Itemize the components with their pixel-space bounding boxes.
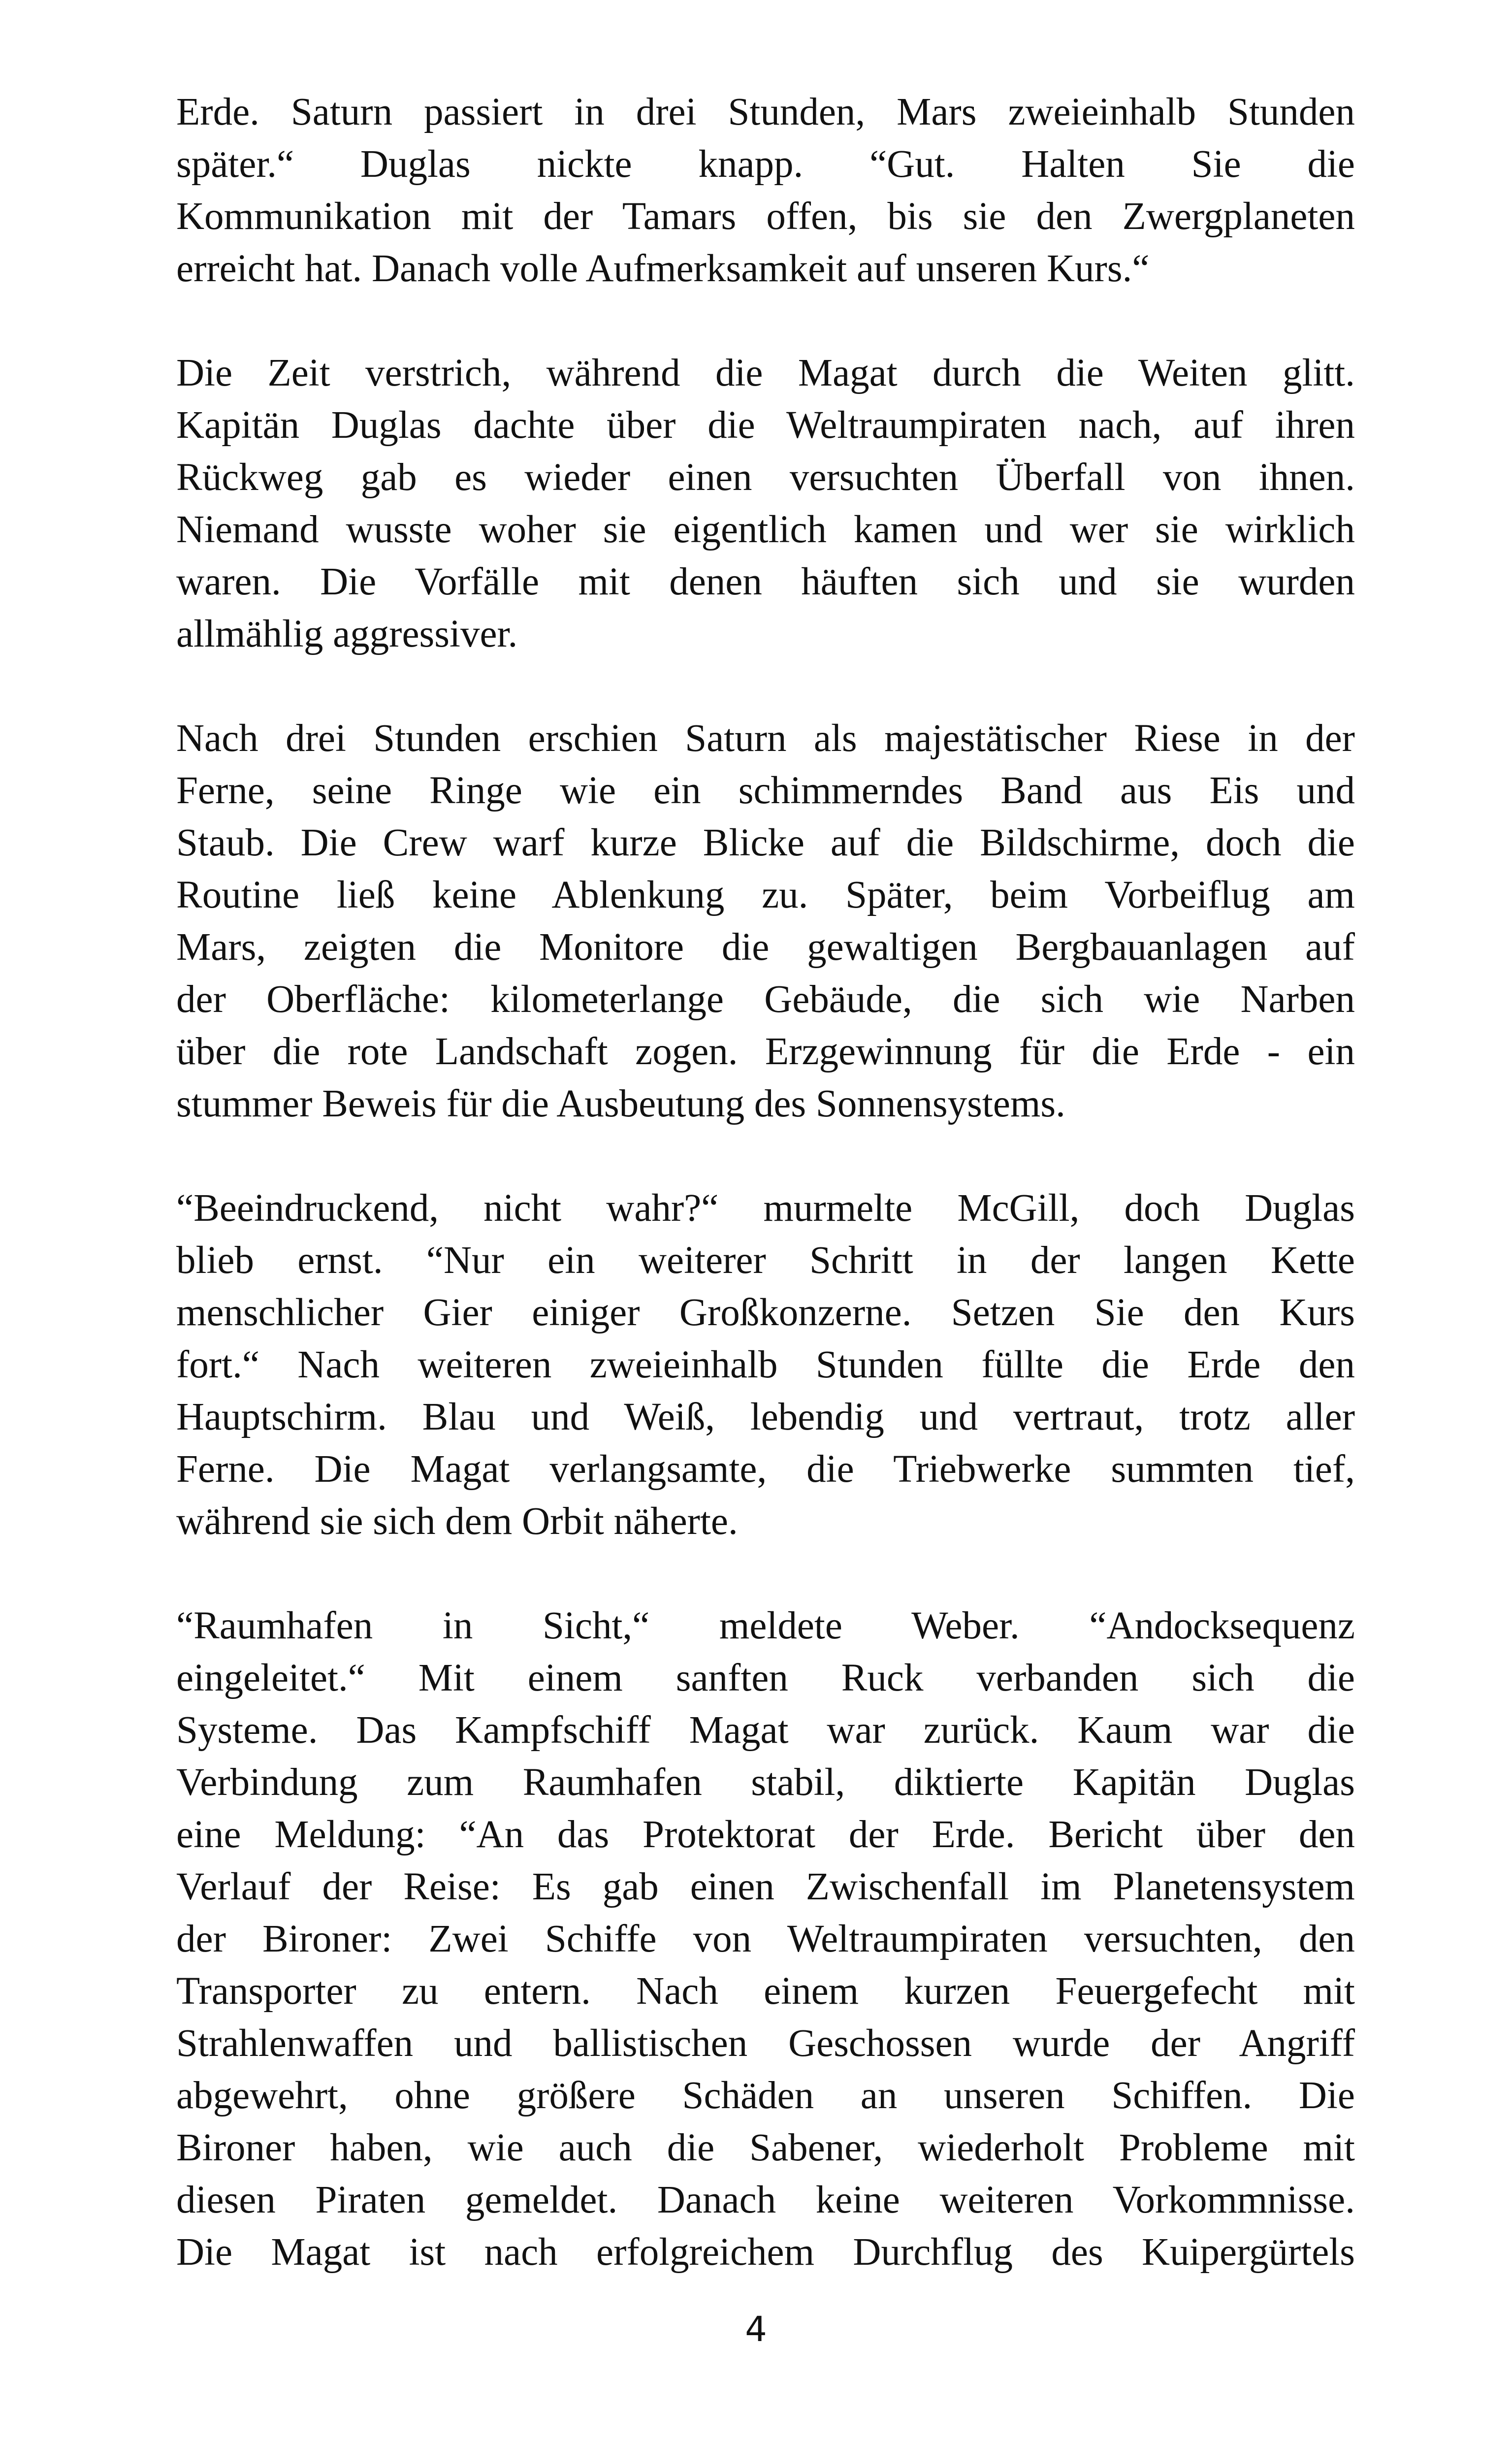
text-line: Ferne, seine Ringe wie ein schimmerndes Band aus Eis und [176,769,1355,812]
text-line: Transporter zu entern. Nach einem kurzen Feuergefecht mit [176,1970,1355,2013]
text-line: “Raumhafen in Sicht,“ meldete Weber. “Andocksequenz [176,1604,1355,1647]
text-line: über die rote Landschaft zogen. Erzgewinnung für die Erde - ein [176,1030,1355,1073]
text-line: Ferne. Die Magat verlangsamte, die Triebwerke summten tief, [176,1448,1355,1491]
paragraph-5 [176,1600,1355,2279]
text-line: der Bironer: Zwei Schiffe von Weltraumpiraten versuchten, den [176,1918,1355,1960]
text-line: abgewehrt, ohne größere Schäden an unseren Schiffen. Die [176,2074,1355,2117]
page-number: 4 [745,2309,767,2349]
text-line: fort.“ Nach weiteren zweieinhalb Stunden füllte die Erde den [176,1343,1355,1386]
text-line: “Beeindruckend, nicht wahr?“ murmelte McGill, doch Duglas [176,1187,1355,1230]
text-line: blieb ernst. “Nur ein weiterer Schritt in der langen Kette [176,1239,1355,1282]
body-text [176,86,1355,2331]
text-line: Systeme. Das Kampfschiff Magat war zurück. Kaum war die [176,1709,1355,1752]
text-line: Mars, zeigten die Monitore die gewaltigen Bergbauanlagen auf [176,926,1355,969]
text-line: menschlicher Gier einiger Großkonzerne. Setzen Sie den Kurs [176,1291,1355,1334]
text-line: Kommunikation mit der Tamars offen, bis sie den Zwergplaneten [176,195,1355,238]
text-line: Niemand wusste woher sie eigentlich kamen und wer sie wirklich [176,508,1355,551]
text-line: Staub. Die Crew warf kurze Blicke auf die Bildschirme, doch die [176,821,1355,864]
text-line: Die Magat ist nach erfolgreichem Durchflug des Kuipergürtels [176,2231,1355,2274]
text-line: waren. Die Vorfälle mit denen häuften sich und sie wurden [176,560,1355,603]
text-line: allmählig aggressiver. [176,613,518,655]
text-line: Verlauf der Reise: Es gab einen Zwischenfall im Planetensystem [176,1865,1355,1908]
paragraph-4 [176,1182,1355,1548]
text-line: Kapitän Duglas dachte über die Weltraumpiraten nach, auf ihren [176,404,1355,447]
text-line: Routine ließ keine Ablenkung zu. Später, beim Vorbeiflug am [176,874,1355,916]
text-line: eingeleitet.“ Mit einem sanften Ruck verbanden sich die [176,1657,1355,1699]
text-line: der Oberfläche: kilometerlange Gebäude, die sich wie Narben [176,978,1355,1021]
paragraph-3 [176,713,1355,1130]
text-line: Strahlenwaffen und ballistischen Geschossen wurde der Angriff [176,2022,1355,2065]
text-line: Die Zeit verstrich, während die Magat durch die Weiten glitt. [176,352,1355,394]
text-line: später.“ Duglas nickte knapp. “Gut. Halten Sie die [176,143,1355,186]
paragraph-2 [176,347,1355,660]
text-line: Bironer haben, wie auch die Sabener, wiederholt Probleme mit [176,2126,1355,2169]
text-line: Nach drei Stunden erschien Saturn als majestätischer Riese in der [176,717,1355,760]
text-line: eine Meldung: “An das Protektorat der Erde. Bericht über den [176,1813,1355,1856]
text-line: während sie sich dem Orbit näherte. [176,1500,738,1543]
text-line: diesen Piraten gemeldet. Danach keine weiteren Vorkommnisse. [176,2179,1355,2221]
text-line: Rückweg gab es wieder einen versuchten Überfall von ihnen. [176,456,1355,499]
text-line: Hauptschirm. Blau und Weiß, lebendig und vertraut, trotz aller [176,1396,1355,1438]
paragraph-1 [176,86,1355,295]
text-line: stummer Beweis für die Ausbeutung des Sonnensystems. [176,1082,1065,1125]
text-line: Verbindung zum Raumhafen stabil, diktierte Kapitän Duglas [176,1761,1355,1804]
text-line: erreicht hat. Danach volle Aufmerksamkeit auf unseren Kurs.“ [176,247,1150,290]
text-line: Erde. Saturn passiert in drei Stunden, Mars zweieinhalb Stunden [176,91,1355,133]
